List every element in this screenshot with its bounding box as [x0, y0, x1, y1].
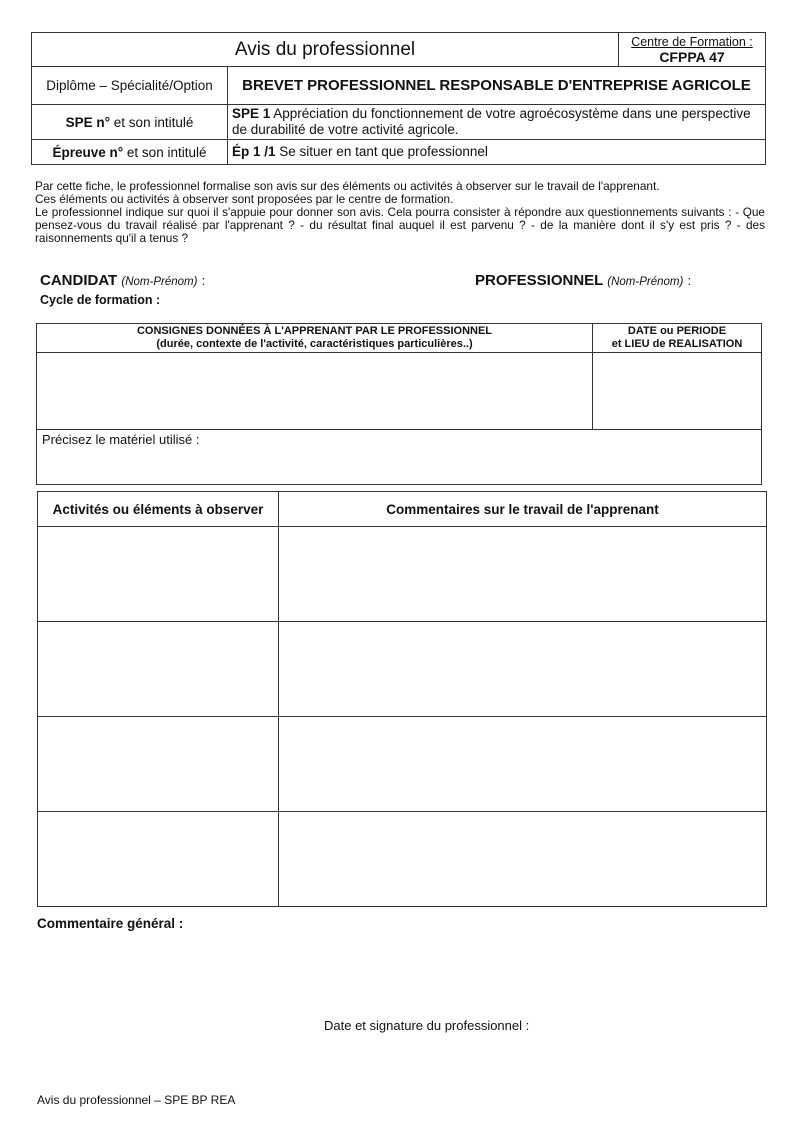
professional-field[interactable]: [475, 272, 691, 289]
diploma-value: BREVET PROFESSIONNEL RESPONSABLE D'ENTREPRISE AGRICOLE: [228, 67, 766, 105]
table-row: [38, 527, 767, 622]
date-header-line1: DATE ou PERIODE: [627, 325, 727, 337]
candidate-hint: (Nom-Prénom): [121, 276, 198, 288]
page-title: Avis du professionnel: [32, 33, 619, 67]
activity-cell[interactable]: [38, 717, 279, 812]
equipment-field[interactable]: [37, 430, 762, 485]
epreuve-text: Se situer en tant que professionnel: [275, 144, 488, 159]
comment-cell[interactable]: [279, 717, 767, 812]
training-centre-value: CFPPA 47: [659, 48, 725, 65]
spe-code: SPE 1: [232, 106, 271, 121]
activity-cell[interactable]: [38, 622, 279, 717]
date-header-line2: et LIEU de REALISATION: [611, 338, 743, 350]
intro-paragraph-2: Ces éléments ou activités à observer sont proposées par le centre de formation.: [35, 192, 454, 206]
professional-hint: (Nom-Prénom): [607, 276, 684, 288]
spe-label-rest: et son intitulé: [110, 114, 194, 130]
spe-text: Appréciation du fonctionnement de votre agroécosystème dans une perspective de durabilité de votre activité agricole.: [232, 106, 751, 137]
professional-label: PROFESSIONNEL: [475, 272, 604, 289]
date-place-header: [593, 324, 762, 353]
intro-text: [35, 180, 765, 245]
epreuve-label-rest: et son intitulé: [123, 144, 207, 160]
header-table: [31, 32, 766, 165]
candidate-field[interactable]: [40, 272, 205, 289]
professional-colon: :: [687, 273, 692, 288]
training-centre: [619, 33, 766, 67]
instructions-header-line2: (durée, contexte de l'activité, caractéristiques particulières..): [156, 338, 473, 350]
intro-paragraph-3: Le professionnel indique sur quoi il s'appuie pour donner son avis. Cela pourra consister à répondre aux questionnements suivants : - Que pensez-vous du travail réalisé par l'apprenant ? - du résultat final auquel il est parvenu ? - de la manière dont il s'y est pris ? - des raisonnements qu'il a tenus ?: [35, 205, 765, 245]
page-footer: Avis du professionnel – SPE BP REA: [37, 1093, 236, 1107]
training-centre-label: Centre de Formation :: [631, 34, 753, 49]
comment-cell[interactable]: [279, 527, 767, 622]
instructions-table: [36, 323, 762, 485]
spe-label-bold: SPE n°: [65, 114, 111, 130]
cycle-label[interactable]: Cycle de formation :: [40, 293, 161, 307]
general-comment-label: Commentaire général :: [37, 916, 184, 931]
equipment-label: Précisez le matériel utilisé :: [42, 432, 200, 447]
comments-header: Commentaires sur le travail de l'apprenant: [279, 492, 767, 527]
date-place-input-cell[interactable]: [593, 353, 762, 430]
activities-header: Activités ou éléments à observer: [38, 492, 279, 527]
instructions-header-line1: CONSIGNES DONNÉES À L'APPRENANT PAR LE PROFESSIONNEL: [136, 325, 493, 337]
activity-cell[interactable]: [38, 527, 279, 622]
epreuve-label-bold: Épreuve n°: [52, 144, 124, 160]
candidate-colon: :: [201, 273, 206, 288]
activity-cell[interactable]: [38, 812, 279, 907]
epreuve-code: Ép 1 /1: [232, 144, 276, 159]
instructions-input-cell[interactable]: [37, 353, 593, 430]
table-row: [38, 717, 767, 812]
epreuve-label: [32, 140, 228, 165]
table-row: [38, 622, 767, 717]
table-row: [38, 812, 767, 907]
spe-value: [228, 105, 766, 140]
spe-label: [32, 105, 228, 140]
candidate-label: CANDIDAT: [40, 272, 118, 289]
intro-paragraph-1: Par cette fiche, le professionnel formalise son avis sur des éléments ou activités à observer sur le travail de l'apprenant.: [35, 179, 660, 193]
comment-cell[interactable]: [279, 812, 767, 907]
comment-cell[interactable]: [279, 622, 767, 717]
instructions-header: [37, 324, 593, 353]
diploma-label: Diplôme – Spécialité/Option: [32, 67, 228, 105]
signature-label: Date et signature du professionnel :: [324, 1018, 530, 1033]
activities-table: [37, 491, 767, 907]
epreuve-value: [228, 140, 766, 165]
